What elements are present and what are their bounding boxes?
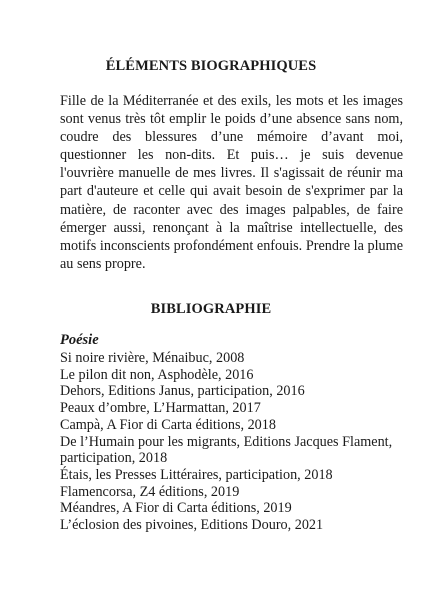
list-item: De l’Humain pour les migrants, Editions Jacques Flament, participation, 2018	[60, 433, 393, 467]
list-item: L’éclosion des pivoines, Editions Douro, 2021	[60, 517, 324, 534]
list-item: Étais, les Presses Littéraires, participation, 2018	[60, 466, 333, 483]
list-item: Méandres, A Fior di Carta éditions, 2019	[60, 500, 292, 517]
poetry-section-label: Poésie	[60, 332, 99, 348]
biography-text: Fille de la Méditerranée et des exils, les mots et les images sont venus très tôt emplir le poids d’une absence sans nom, coudre des blessures d’une mémoire d’avant moi, questionner les non-dits. Et puis… je suis devenue l'ouvrière manuelle de mes livres. Il s'agissait de réunir ma part d'auteure et celle qui avait besoin de s'exprimer par la matière, de raconter avec des images palpables, de faire émerger aussi, renonçant à la maîtrise intellectuelle, des motifs inconscients profondément enfouis. Prendre la plume au sens propre.	[60, 93, 403, 272]
bibliography-heading: BIBLIOGRAPHIE	[150, 301, 272, 317]
bibliography-list	[60, 350, 410, 534]
list-item: Le pilon dit non, Asphodèle, 2016	[60, 366, 254, 383]
list-item: Campà, A Fior di Carta éditions, 2018	[60, 416, 276, 433]
list-item: Flamencorsa, Z4 éditions, 2019	[60, 483, 240, 500]
biography-heading: ÉLÉMENTS BIOGRAPHIQUES	[105, 58, 317, 74]
list-item: Si noire rivière, Ménaibuc, 2008	[60, 350, 245, 366]
list-item: Peaux d’ombre, L’Harmattan, 2017	[60, 400, 261, 417]
list-item: Dehors, Editions Janus, participation, 2016	[60, 383, 305, 400]
